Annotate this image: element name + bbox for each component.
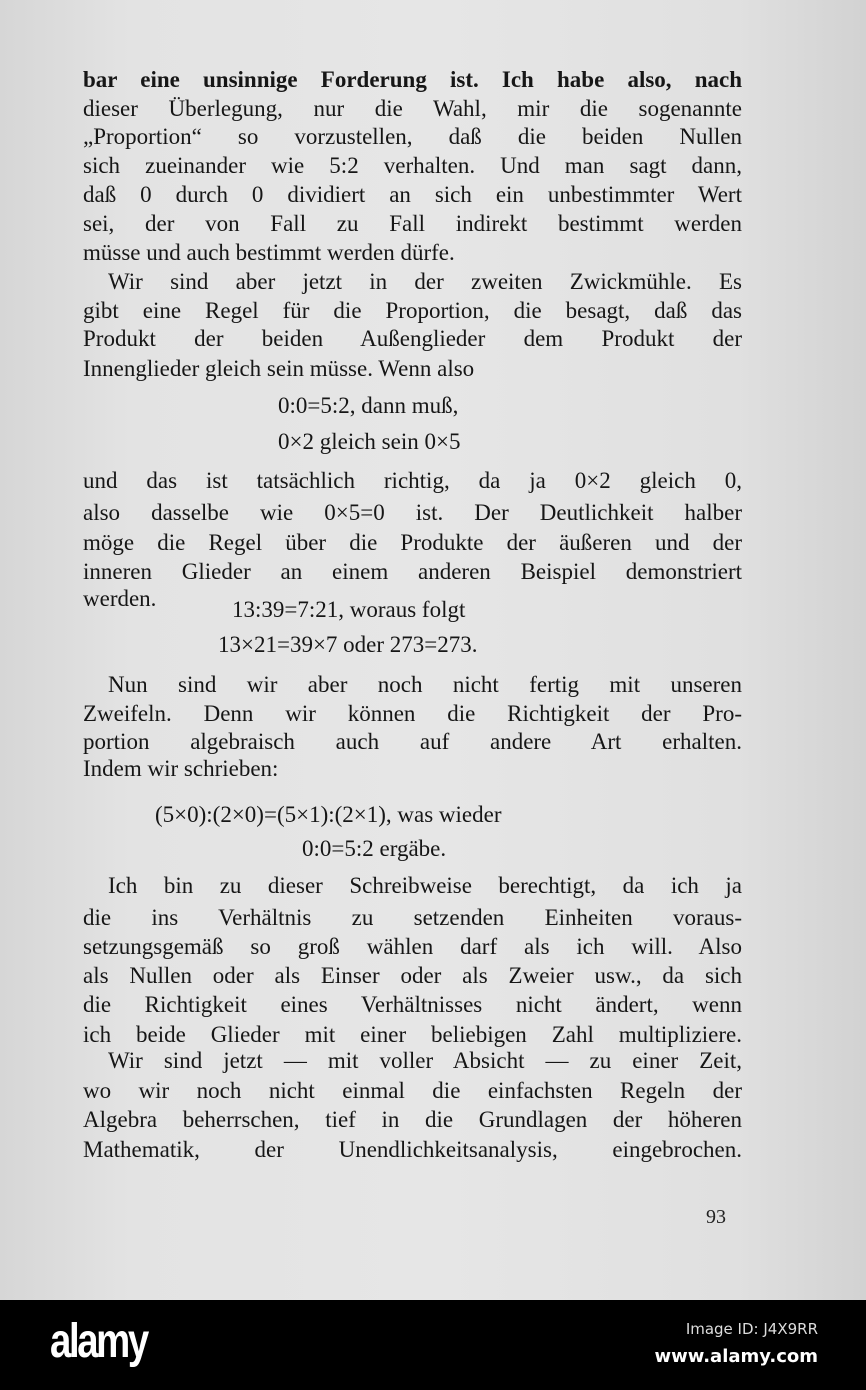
text-line: Algebra beherrschen, tief in die Grundlagen der höheren xyxy=(83,1107,742,1132)
text-line: Ich bin zu dieser Schreibweise berechtigt, da ich ja xyxy=(108,873,742,898)
text-line: Produkt der beiden Außenglieder dem Produkt der xyxy=(83,326,742,351)
text-line: sei, der von Fall zu Fall indirekt bestimmt werden xyxy=(83,211,742,236)
text-line: Innenglieder gleich sein müsse. Wenn also xyxy=(83,356,475,381)
text-line: müsse und auch bestimmt werden dürfe. xyxy=(83,240,455,265)
text-line: möge die Regel über die Produkte der äußeren und der xyxy=(83,530,742,555)
equation-line: 13×21=39×7 oder 273=273. xyxy=(218,632,478,657)
equation-line: 0:0=5:2, dann muß, xyxy=(278,393,459,418)
text-line: Indem wir schrieben: xyxy=(83,756,279,781)
watermark-footer xyxy=(0,1300,866,1390)
equation-line: 0:0=5:2 ergäbe. xyxy=(302,836,447,861)
text-line: „Proportion“ so vorzustellen, daß die beiden Nullen xyxy=(83,124,742,149)
image-id: Image ID: J4X9RR xyxy=(685,1320,818,1338)
text-line: als Nullen oder als Einser oder als Zweier usw., da sich xyxy=(83,963,742,988)
equation-line: 13:39=7:21, woraus folgt xyxy=(232,597,466,622)
text-line: gibt eine Regel für die Proportion, die besagt, daß das xyxy=(83,298,742,323)
text-line: Zweifeln. Denn wir können die Richtigkeit der Pro- xyxy=(83,701,742,726)
text-line: inneren Glieder an einem anderen Beispiel demonstriert xyxy=(83,559,742,584)
text-line: und das ist tatsächlich richtig, da ja 0×2 gleich 0, xyxy=(83,468,742,493)
watermark-url: www.alamy.com xyxy=(654,1346,818,1367)
text-line: setzungsgemäß so groß wählen darf als ich will. Also xyxy=(83,934,742,959)
text-line: sich zueinander wie 5:2 verhalten. Und man sagt dann, xyxy=(83,153,742,178)
text-line: Mathematik, der Unendlichkeitsanalysis, eingebrochen. xyxy=(83,1137,742,1162)
text-line: bar eine unsinnige Forderung ist. Ich habe also, nach xyxy=(83,67,742,92)
text-line: wo wir noch nicht einmal die einfachsten Regeln der xyxy=(83,1078,742,1103)
text-line: daß 0 durch 0 dividiert an sich ein unbestimmter Wert xyxy=(83,182,742,207)
text-line: ich beide Glieder mit einer beliebigen Zahl multipliziere. xyxy=(83,1022,742,1047)
text-line: die ins Verhältnis zu setzenden Einheiten voraus- xyxy=(83,905,742,930)
text-line: portion algebraisch auch auf andere Art erhalten. xyxy=(83,729,742,754)
equation-line: 0×2 gleich sein 0×5 xyxy=(278,429,461,454)
text-line: also dasselbe wie 0×5=0 ist. Der Deutlichkeit halber xyxy=(83,500,742,525)
equation-line: (5×0):(2×0)=(5×1):(2×1), was wieder xyxy=(155,802,502,827)
text-line: dieser Überlegung, nur die Wahl, mir die sogenannte xyxy=(83,96,742,121)
page-number: 93 xyxy=(706,1206,726,1228)
alamy-logo: alamy xyxy=(50,1315,147,1368)
text-line: Nun sind wir aber noch nicht fertig mit unseren xyxy=(108,672,742,697)
text-line: die Richtigkeit eines Verhältnisses nicht ändert, wenn xyxy=(83,992,742,1017)
text-line: Wir sind aber jetzt in der zweiten Zwickmühle. Es xyxy=(108,269,742,294)
text-line: werden. xyxy=(83,586,157,611)
text-line: Wir sind jetzt — mit voller Absicht — zu einer Zeit, xyxy=(108,1048,742,1073)
